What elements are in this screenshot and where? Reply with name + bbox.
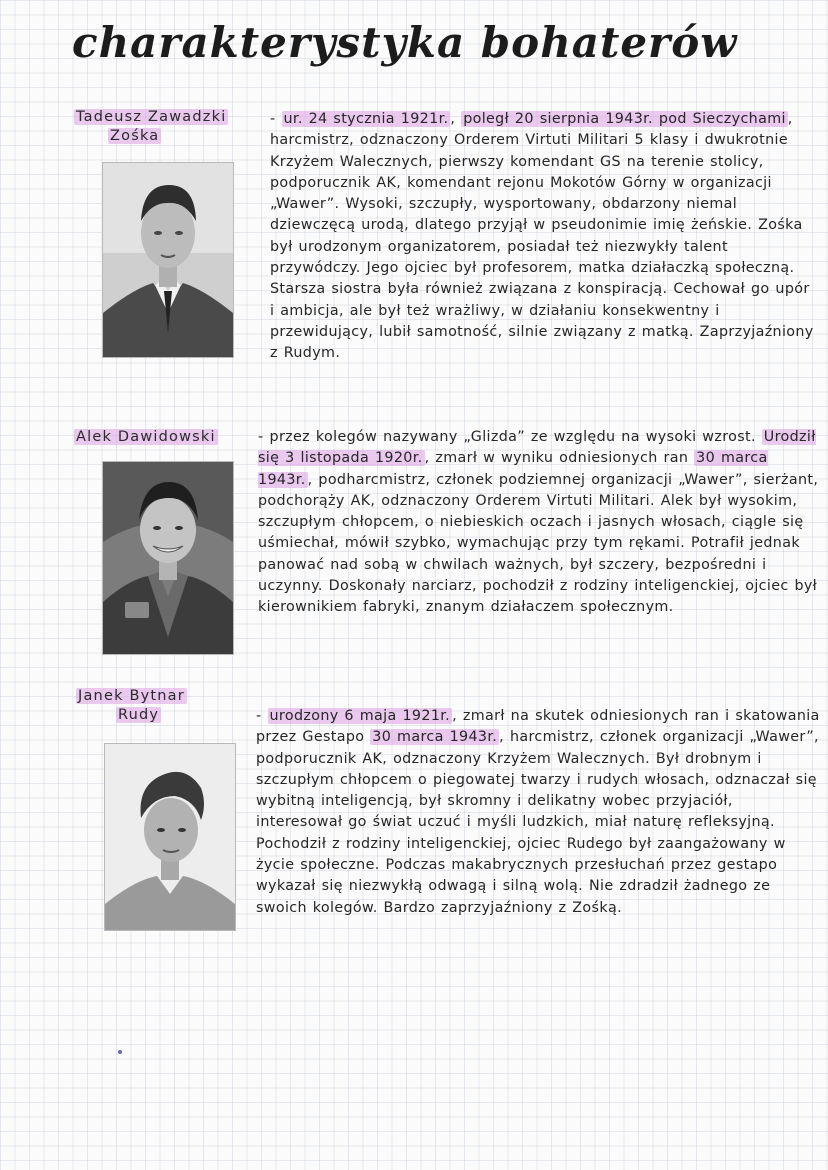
- birth-date: urodzony 6 maja 1921r.: [269, 708, 451, 724]
- death-date: poległ 20 sierpnia 1943r. pod Sieczychami: [463, 111, 786, 127]
- character-pseudonym: Rudy: [118, 707, 160, 723]
- page-title: charakterystyka bohaterów: [72, 18, 738, 67]
- character-description-zoska: - ur. 24 stycznia 1921r. , poległ 20 sierpnia 1943r. pod Sieczychami , harcmistrz, odznaczony Orderem Virtuti Militari 5 klasy i dwukrotnie Krzyżem Walecznych, pierwszy komendant GS na terenie stolicy, podporucznik AK, komendant rejonu Mokotów Górny w organizacji „Wawer”. Wysoki, szczupły, wysportowany, obdarzony niemal dziewczęcą urodą, dlatego przyjął w pseudonimie imię żeńskie. Zośka był urodzonym organizatorem, posiadał też niezwykły talent przywódczy. Jego ojciec był profesorem, matka działaczką społeczną. Starsza siostra była również związana z konspiracją. Cechował go upór i ambicja, ale był też wrażliwy, w działaniu konsekwentny i przewidujący, lubił samotność, silnie związany z matką. Zaprzyjaźniony z Rudym.: [270, 111, 814, 362]
- character-description-rudy: - urodzony 6 maja 1921r. , zmarł na skutek odniesionych ran i skatowania przez Gestapo 30 marca 1943r. , harcmistrz, członek organizacji „Wawer”, podporucznik AK, odznaczony Krzyżem Walecznych. Był drobnym i szczupłym chłopcem o piegowatej twarzy i rudych włosach, odznaczał się wybitną inteligencją, był skromny i delikatny wobec przyjaciół, interesował go świat uczuć i myśli ludzkich, miał naturę refleksyjną. Pochodził z rodziny inteligenckiej, ojciec Rudego był zaangażowany w życie społeczne. Podczas makabrycznych przesłuchań przez gestapo wykazał się niezwykłą odwagą i silną wolą. Nie zdradził żadnego ze swoich kolegów. Bardzo zaprzyjaźniony z Zośką.: [256, 708, 820, 916]
- portrait-photo-rudy: [104, 743, 236, 931]
- portrait-photo-alek: [102, 461, 234, 655]
- character-pseudonym: Zośka: [110, 128, 160, 144]
- portrait-image: [103, 163, 233, 357]
- ink-dot: [118, 1050, 122, 1054]
- portrait-photo-zoska: [102, 162, 234, 358]
- character-full-name: Janek Bytnar: [78, 688, 185, 704]
- portrait-image: [103, 462, 233, 654]
- character-full-name: Alek Dawidowski: [76, 429, 216, 445]
- character-name-alek: [74, 428, 254, 447]
- death-date: 30 marca 1943r.: [258, 450, 768, 488]
- character-name-rudy: [76, 687, 256, 725]
- character-full-name: Tadeusz Zawadzki: [76, 109, 227, 125]
- portrait-image: [105, 744, 235, 930]
- character-name-zoska: [74, 108, 254, 146]
- birth-date: Urodził się 3 listopada 1920r.: [258, 429, 816, 467]
- character-description-alek: - przez kolegów nazywany „Glizda” ze względu na wysoki wzrost. Urodził się 3 listopada 1920r. , zmarł w wyniku odniesionych ran 30 marca 1943r. , podharcmistrz, członek podziemnej organizacji „Wawer”, sierżant, podchorąży AK, odznaczony Orderem Virtuti Militari. Alek był wysokim, szczupłym chłopcem, o niebieskich oczach i jasnych włosach, ciągle się uśmiechał, mówił szybko, wymachując przy tym rękami. Potrafił jednak panować nad sobą w chwilach ważnych, był szczery, bezpośredni i uczynny. Doskonały narciarz, pochodził z rodziny inteligenckiej, ojciec był kierownikiem fabryki, znanym działaczem społecznym.: [258, 429, 819, 616]
- birth-date: ur. 24 stycznia 1921r.: [283, 111, 449, 127]
- death-date: 30 marca 1943r.: [372, 729, 498, 746]
